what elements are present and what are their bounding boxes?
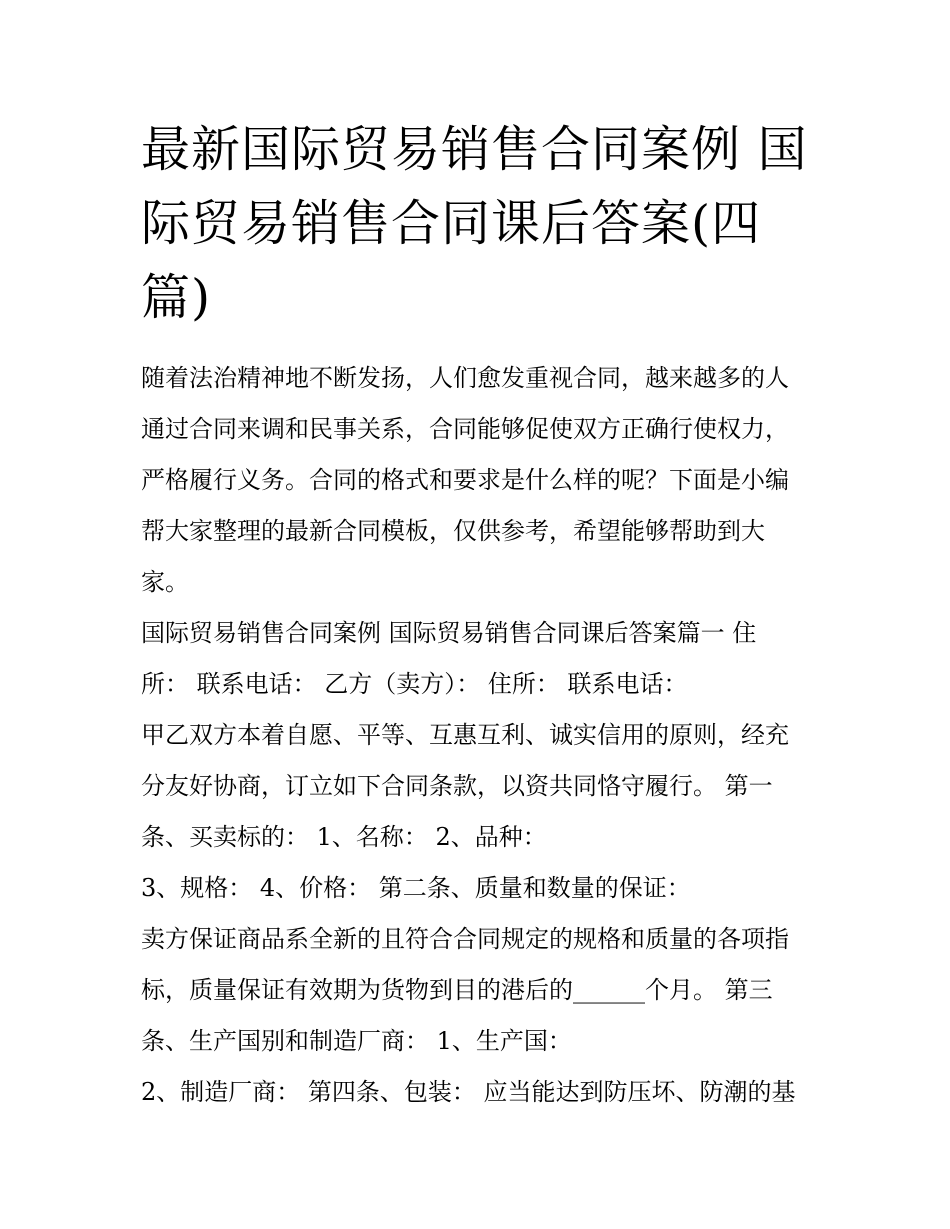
body-line-4: 帮大家整理的最新合同模板，仅供参考，希望能够帮助到大 <box>141 517 765 545</box>
body-line-10: 条、买卖标的： 1、名称： 2、品种： <box>141 823 547 851</box>
body-line-5: 家。 <box>141 568 189 596</box>
body-line-11: 3、规格： 4、价格： 第二条、质量和数量的保证： <box>141 874 691 902</box>
body-line-13: 标，质量保证有效期为货物到目的港后的______个月。 第三 <box>141 976 773 1004</box>
document-title-line-1: 最新国际贸易销售合同案例 国 <box>141 121 808 178</box>
document-title-line-2: 际贸易销售合同课后答案(四 <box>141 195 762 252</box>
body-line-12: 卖方保证商品系全新的且符合合同规定的规格和质量的各项指 <box>141 925 789 953</box>
body-line-3: 严格履行义务。合同的格式和要求是什么样的呢？下面是小编 <box>141 466 789 494</box>
document-title-line-3: 篇) <box>141 269 212 326</box>
body-line-2: 通过合同来调和民事关系，合同能够促使双方正确行使权力， <box>141 415 789 443</box>
body-line-6: 国际贸易销售合同案例 国际贸易销售合同课后答案篇一 住 <box>141 619 757 647</box>
body-line-15: 2、制造厂商： 第四条、包装： 应当能达到防压坏、防潮的基 <box>141 1078 796 1106</box>
body-line-8: 甲乙双方本着自愿、平等、互惠互利、诚实信用的原则，经充 <box>141 721 789 749</box>
body-line-7: 所： 联系电话： 乙方（卖方）： 住所： 联系电话： <box>141 670 688 698</box>
body-line-1: 随着法治精神地不断发扬，人们愈发重视合同，越来越多的人 <box>141 364 789 392</box>
body-line-9: 分友好协商，订立如下合同条款，以资共同恪守履行。 第一 <box>141 772 773 800</box>
body-line-14: 条、生产国别和制造厂商： 1、生产国： <box>141 1027 572 1055</box>
